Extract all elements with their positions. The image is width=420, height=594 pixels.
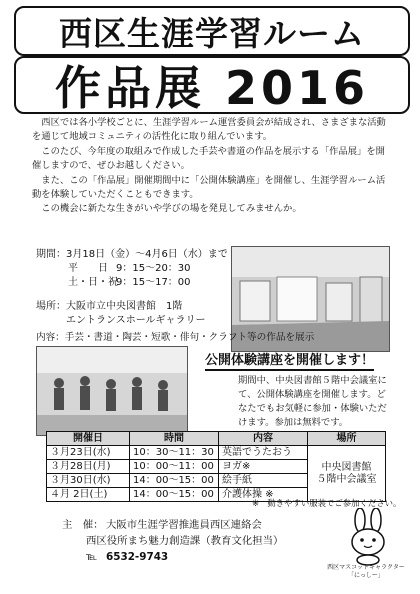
organizer-name: 大阪市生涯学習推進員西区連絡会 [106, 519, 262, 531]
footer-organizer [62, 517, 283, 565]
period-value: 3月18日（金）～4月6日（水）まで [66, 249, 228, 260]
title-line-2: 作品展 2016 [54, 61, 370, 115]
event-period [36, 248, 236, 290]
phone-number: 6532-9743 [106, 551, 169, 563]
intro-paragraph: また、この「作品展」開催期間中に「公開体験講座」を開催し、生涯学習ルーム活動を体験していただくこともできます。 [32, 174, 386, 201]
schedule-note: ※ 動きやすい服装でご参加ください。 [252, 498, 402, 508]
page-title [14, 6, 410, 56]
mascot-caption [327, 564, 405, 580]
header-place: 場所 [308, 432, 386, 446]
schedule-table [46, 431, 386, 502]
header-date: 開催日 [47, 432, 130, 446]
event-content [36, 331, 396, 345]
organizer-label: 主 催： [62, 519, 104, 531]
venue-line-2: エントランスホールギャラリー [66, 315, 206, 326]
title-line-1: 西区生涯学習ルーム [59, 13, 365, 53]
page-subtitle [14, 56, 410, 114]
row-content: 介護体操 ※ [219, 488, 308, 502]
table-row [47, 460, 386, 474]
row-place [308, 446, 386, 460]
row-time: 14：00～15：00 [130, 488, 219, 502]
row-date: ４月 2日(土) [47, 488, 130, 502]
weekend-hours: 9：15～17：00 [116, 277, 191, 288]
weekday-hours: 9：15～20：30 [116, 263, 191, 274]
schedule-place [308, 460, 386, 488]
weekend-label: 土・日・祝 [68, 277, 118, 288]
schedule-header-row [47, 432, 386, 446]
trial-heading: 公開体験講座を開催します！ [205, 349, 374, 371]
weekday-label: 平 日 [68, 263, 108, 274]
workshop-photo [36, 346, 188, 436]
row-date: ３月23日(水) [47, 446, 130, 460]
intro-paragraph: 西区では各小学校ごとに、生涯学習ルーム運営委員会が結成され、さまざまな活動を通じて地域コミュニティの活性化に取り組んでいます。 [32, 117, 386, 143]
venue-label: 場所： [36, 301, 66, 312]
event-venue [36, 300, 236, 328]
row-content: ヨガ※ [219, 460, 308, 474]
row-date: ３月30日(水) [47, 474, 130, 488]
table-row [47, 446, 386, 460]
place-line-1: 中央図書館 [321, 461, 372, 473]
intro-text [32, 116, 392, 217]
content-value: 手芸・書道・陶芸・短歌・俳句・クラフト等の作品を展示 [64, 332, 315, 343]
row-time: 10：30～11：30 [130, 446, 219, 460]
intro-paragraph: このたび、今年度の取組みで作成した手芸や書道の作品を展示する「作品展」を開催しますので、ぜひお越しください。 [32, 145, 385, 172]
content-label: 内容： [36, 332, 65, 343]
mascot-illustration [334, 508, 402, 566]
co-organizer-name: 西区役所まち魅力創造課（教育文化担当） [86, 535, 284, 547]
row-content: 絵手紙 [219, 474, 308, 488]
row-content: 英語でうたおう [219, 446, 308, 460]
mascot-caption-line-2: 「にっしー」 [348, 572, 384, 579]
row-date: ３月28日(月) [47, 460, 130, 474]
header-content: 内容 [219, 432, 308, 446]
trial-description: 期間中、中央図書館５階中会議室にて、公開体験講座を開催します。どなたでもお気軽に参加・体験いただけます。参加は無料です。 [238, 375, 387, 428]
header-time: 時間 [130, 432, 219, 446]
venue-line-1: 大阪市立中央図書館 1階 [66, 301, 183, 312]
row-time: 10：00～11：00 [130, 460, 219, 474]
phone-icon: ℡ [86, 551, 98, 563]
period-label: 期間： [36, 249, 66, 260]
place-line-2: ５階中会議室 [316, 473, 377, 485]
mascot-caption-line-1: 西区マスコットキャラクター [327, 564, 405, 571]
row-time: 14：00～15：00 [130, 474, 219, 488]
intro-paragraph: この機会に新たな生きがいや学びの場を発見してみませんか。 [41, 203, 302, 215]
